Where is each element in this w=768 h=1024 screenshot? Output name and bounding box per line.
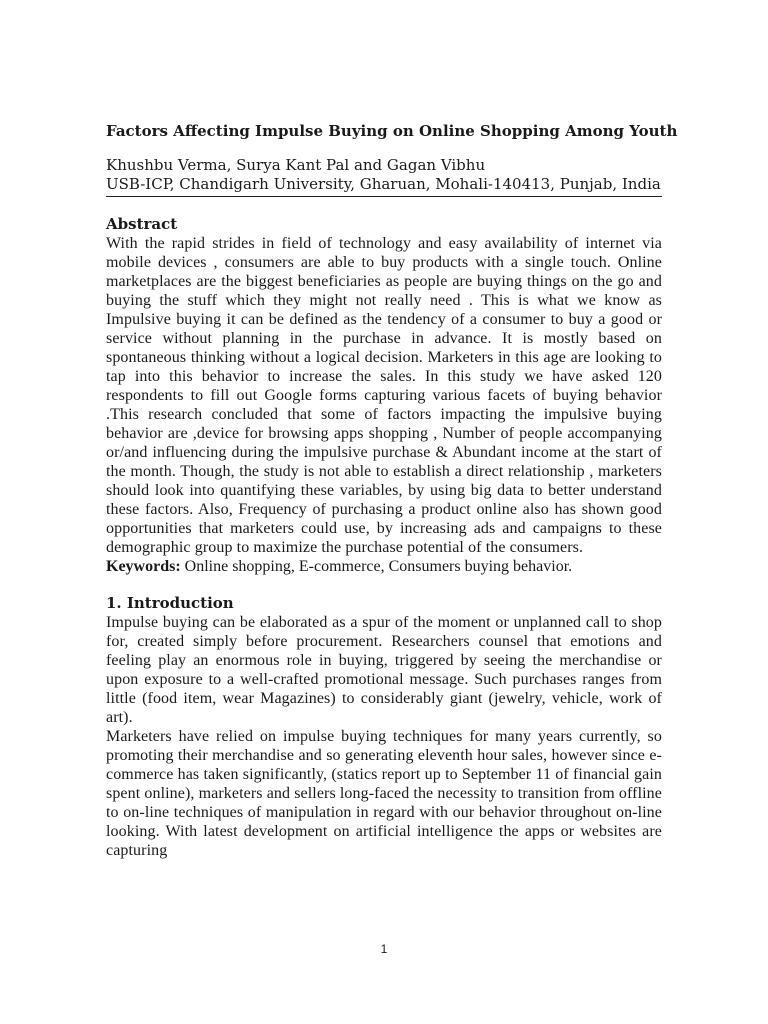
keywords-label: Keywords: [106,558,181,575]
page-number: 1 [380,942,388,956]
keywords-text: Online shopping, E-commerce, Consumers buying behavior. [180,558,573,575]
introduction-paragraph-1: Impulse buying can be elaborated as a spur of the moment or unplanned call to shop for, created simply before procurement. Researchers counsel that emotions and feeling play an enormous role in buying, triggered by seeing the merchandise or upon exposure to a well-crafted promotional message. Such purchases ranges from little (food item, wear Magazines) to considerably giant (jewelry, vehicle, work of art). [106,614,662,726]
keywords-line [106,557,662,576]
author-names: Khushbu Verma, Surya Kant Pal and Gagan Vibhu [106,156,486,174]
abstract-text: With the rapid strides in field of technology and easy availability of internet via mobile devices , consumers are able to buy products with a single touch. Online marketplaces are the biggest beneficiaries as people are buying things on the go and buying the stuff which they might not really need . This is what we know as Impulsive buying it can be defined as the tendency of a consumer to buy a good or service without planning in the purchase in advance. It is mostly based on spontaneous thinking without a logical decision. Marketers in this age are looking to tap into this behavior to increase the sales. In this study we have asked 120 respondents to fill out Google forms capturing various facets of buying behavior .This research concluded that some of factors impacting the impulsive buying behavior are ,device for browsing apps shopping , Number of people accompanying or/and influencing during the impulsive purchase & Abundant income at the start of the month. Though, the study is not able to establish a direct relationship , marketers should look into quantifying these variables, by using big data to better understand these factors. Also, Frequency of purchasing a product online also has shown good opportunities that marketers could use, by increasing ads and campaigns to these demographic group to maximize the purchase potential of the consumers. [106,235,662,556]
introduction-paragraph-2: Marketers have relied on impulse buying techniques for many years currently, so promoting their merchandise and so generating eleventh hour sales, however since e-commerce has taken significantly, (statics report up to September 11 of financial gain spent online), marketers and sellers long-faced the necessity to transition from offline to on-line techniques of manipulation in regard with our behavior throughout on-line looking. With latest development on artificial intelligence the apps or websites are capturing [106,728,662,859]
author-block [106,156,662,197]
abstract-heading: Abstract [106,215,178,233]
paper-title: Factors Affecting Impulse Buying on Online Shopping Among Youth [106,122,678,140]
paper-body [106,122,678,860]
author-affiliation: USB-ICP, Chandigarh University, Gharuan, Mohali-140413, Punjab, India [106,175,661,193]
introduction-heading: 1. Introduction [106,594,234,612]
